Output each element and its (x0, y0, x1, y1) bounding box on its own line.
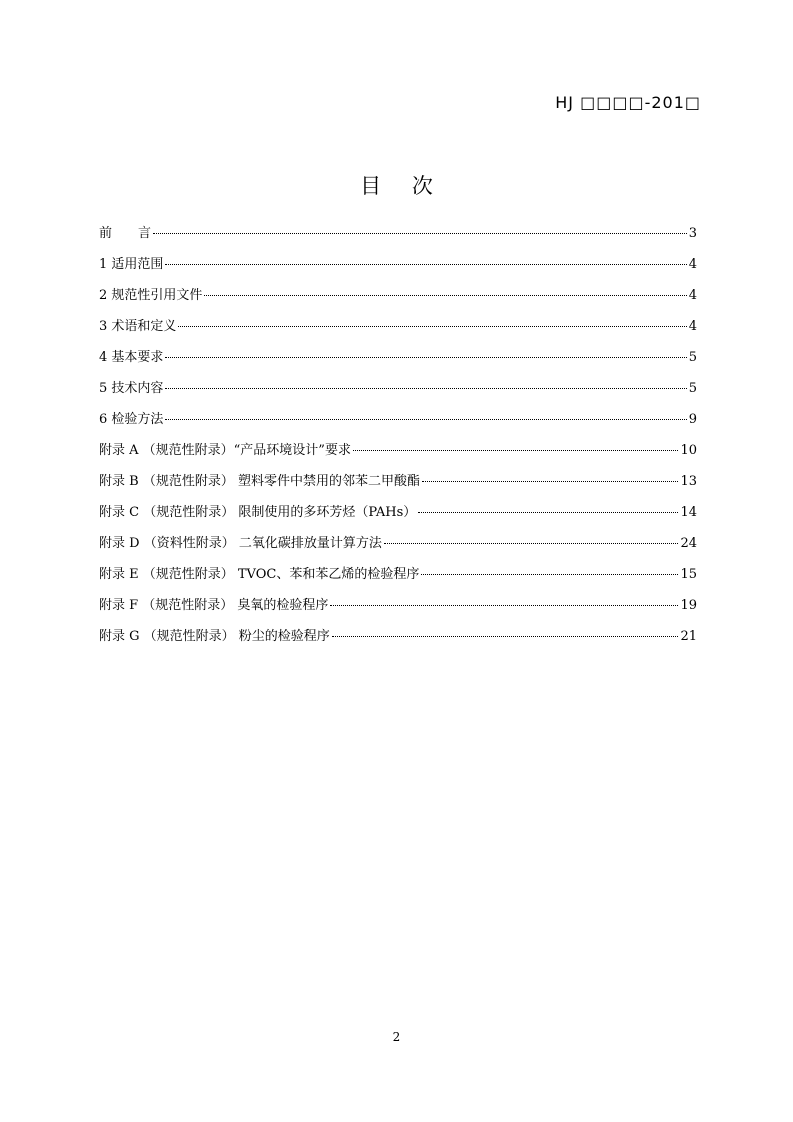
toc-entry-title: 前 言 (99, 226, 152, 241)
page-number: 2 (392, 1030, 401, 1044)
toc-entry-appendix-f[interactable] (99, 596, 697, 627)
toc-entry-normative-references[interactable] (99, 286, 697, 317)
toc-entry-title: 附录 C （规范性附录） 限制使用的多环芳烃（PAHs） (99, 505, 417, 520)
toc-entry-appendix-g[interactable] (99, 627, 697, 658)
toc-entry-page: 4 (688, 319, 697, 334)
toc-entry-foreword[interactable] (99, 224, 697, 255)
toc-entry-terms-definitions[interactable] (99, 317, 697, 348)
toc-entry-title: 5 技术内容 (99, 381, 164, 396)
toc-leader-dots (165, 264, 686, 265)
toc-leader-dots (153, 233, 687, 234)
toc-entry-appendix-c[interactable] (99, 503, 697, 534)
toc-entry-page: 15 (680, 567, 697, 582)
toc-leader-dots (332, 636, 679, 637)
toc-entry-page: 4 (688, 257, 697, 272)
toc-entry-title: 附录 D （资料性附录） 二氧化碳排放量计算方法 (99, 536, 382, 551)
toc-entry-title: 2 规范性引用文件 (99, 288, 203, 303)
toc-leader-dots (418, 512, 678, 513)
toc-entry-title: 附录 G （规范性附录） 粉尘的检验程序 (99, 629, 330, 644)
toc-leader-dots (353, 450, 679, 451)
toc-entry-basic-requirements[interactable] (99, 348, 697, 379)
toc-entry-title: 6 检验方法 (99, 412, 164, 427)
toc-leader-dots (330, 605, 678, 606)
page-title: 目 次 (360, 174, 445, 198)
standard-code: HJ □□□□-201□ (555, 93, 701, 112)
toc-entry-page: 4 (688, 288, 697, 303)
toc-leader-dots (165, 357, 686, 358)
toc-entry-page: 5 (688, 381, 697, 396)
toc-entry-title: 附录 A （规范性附录）“产品环境设计”要求 (99, 443, 351, 458)
toc-entry-title: 1 适用范围 (99, 257, 164, 272)
toc-entry-page: 14 (680, 505, 697, 520)
toc-entry-page: 19 (680, 598, 697, 613)
toc-entry-title: 3 术语和定义 (99, 319, 177, 334)
toc-entry-appendix-b[interactable] (99, 472, 697, 503)
toc-entry-page: 5 (688, 350, 697, 365)
toc-entry-appendix-a[interactable] (99, 441, 697, 472)
toc-leader-dots (384, 543, 679, 544)
toc-leader-dots (204, 295, 686, 296)
toc-entry-technical-content[interactable] (99, 379, 697, 410)
toc-entry-page: 3 (688, 226, 697, 241)
toc-leader-dots (422, 481, 679, 482)
toc-entry-title: 4 基本要求 (99, 350, 164, 365)
toc-entry-appendix-e[interactable] (99, 565, 697, 596)
toc-entry-scope[interactable] (99, 255, 697, 286)
toc-entry-appendix-d[interactable] (99, 534, 697, 565)
toc-leader-dots (165, 419, 686, 420)
table-of-contents (99, 224, 697, 658)
toc-entry-page: 10 (680, 443, 697, 458)
toc-leader-dots (421, 574, 678, 575)
toc-entry-title: 附录 B （规范性附录） 塑料零件中禁用的邻苯二甲酸酯 (99, 474, 420, 489)
toc-entry-page: 9 (688, 412, 697, 427)
toc-entry-page: 21 (680, 629, 697, 644)
toc-entry-title: 附录 F （规范性附录） 臭氧的检验程序 (99, 598, 329, 613)
toc-entry-title: 附录 E （规范性附录） TVOC、苯和苯乙烯的检验程序 (99, 567, 420, 582)
toc-entry-page: 24 (680, 536, 697, 551)
toc-leader-dots (178, 326, 686, 327)
toc-entry-test-methods[interactable] (99, 410, 697, 441)
toc-entry-page: 13 (680, 474, 697, 489)
toc-leader-dots (165, 388, 686, 389)
